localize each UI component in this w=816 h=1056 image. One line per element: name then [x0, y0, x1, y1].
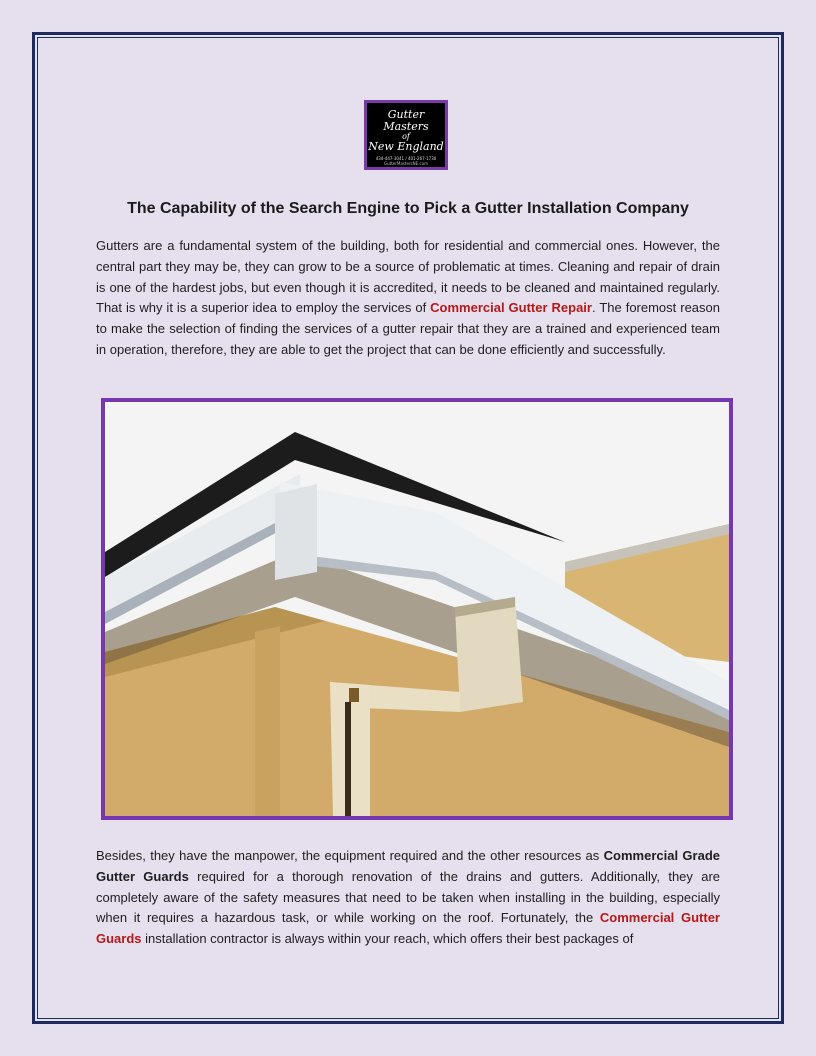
logo-website: GutterMastersNE.com: [384, 161, 428, 166]
paragraph-intro-text-a: Gutters are a fundamental system of the building, both for residential and commercial ones. However, the central part they may be, they can grow to be a source of problematic at times. Cleaning and repair of drain is one of the hardest jobs, but even though it is accredited, it needs to be cleaned and maintained regularly. That is why it is a superior idea to employ the services of: [96, 238, 720, 316]
commercial-grade-gutter-guards-text: Commercial Grade Gutter Guards: [96, 848, 720, 884]
gutter-photo: [101, 398, 733, 820]
paragraph-intro-text-b: . The foremost reason to make the selection of finding the services of a gutter repair that they are a trained and experienced team in operation, therefore, they are able to get the project that can be done efficiently and successfully.: [96, 300, 720, 357]
paragraph-body: [96, 846, 720, 950]
commercial-gutter-repair-link[interactable]: Commercial Gutter Repair: [430, 300, 592, 316]
logo-phone-numbers: 434-447-3041 / 401-267-1730: [375, 156, 437, 161]
company-logo: [364, 100, 448, 170]
commercial-gutter-guards-link[interactable]: Commercial Gutter Guards: [96, 910, 720, 947]
article-title: The Capability of the Search Engine to Pick a Gutter Installation Company: [127, 200, 689, 217]
logo-line-2: of: [402, 132, 410, 141]
logo-line-3: New England: [368, 140, 444, 153]
paragraph-body-text-b: required for a thorough renovation of the drains and gutters. Additionally, they are completely aware of the safety measures that need to be taken when installing in the building, especially when it requires a hazardous task, or while working on the roof. Fortunately, the: [96, 868, 721, 926]
gutter-photo-illustration: [105, 402, 729, 816]
logo-line-1: Gutter Masters: [383, 108, 429, 133]
paragraph-body-text-c: installation contractor is always within your reach, which offers their best packages of: [141, 931, 634, 947]
paragraph-intro: [96, 236, 720, 361]
paragraph-body-text-a: Besides, they have the manpower, the equipment required and the other resources as: [96, 848, 604, 863]
